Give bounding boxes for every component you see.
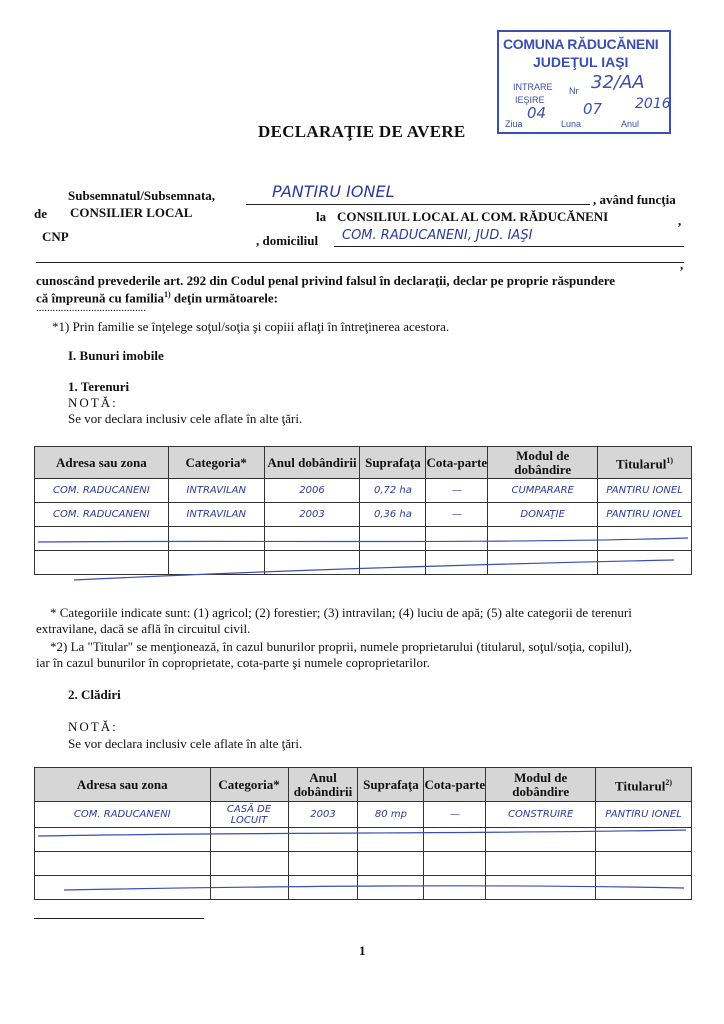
stamp-nr-value: 32/AA <box>591 72 645 93</box>
heading-terenuri: 1. Terenuri <box>68 379 130 394</box>
institution-value: CONSILIUL LOCAL AL COM. RĂDUCĂNENI <box>337 209 609 224</box>
note-titular: *2) La "Titular" se menţionează, în cazul bunurilor proprii, numele proprietarului (titularul, soţul/soţia, copilul), <box>50 639 632 654</box>
cell: COM. RADUCANENI <box>35 802 211 828</box>
cell: CUMPARARE <box>488 479 598 503</box>
stamp-anul: Anul <box>621 119 640 129</box>
declaration-sup: 1) <box>163 290 171 299</box>
stamp-luna-value: 07 <box>583 100 603 118</box>
cell: — <box>426 479 488 503</box>
nota-terenuri-text: Se vor declara inclusiv cele aflate în alte ţări. <box>68 411 303 426</box>
cell: 2006 <box>264 479 360 503</box>
handwritten-domicile: COM. RADUCANENI, JUD. IAŞI <box>342 228 533 243</box>
col-header: Adresa sau zona <box>35 447 169 479</box>
cell: DONAŢIE <box>488 503 598 527</box>
footer-rule <box>34 918 204 919</box>
nota-cladiri: NOTĂ: <box>68 719 118 734</box>
dots-separator: ........................................ <box>36 302 146 314</box>
label-la: la <box>316 209 327 224</box>
label-cnp: CNP <box>42 229 69 244</box>
cell: 80 mp <box>358 802 424 828</box>
col-header: Adresa sau zona <box>35 768 211 802</box>
declaration-text-a: că împreună cu familia <box>36 290 164 306</box>
cell: CONSTRUIRE <box>486 802 596 828</box>
cell: — <box>424 802 486 828</box>
titular-sup: 1) <box>666 455 674 465</box>
cell: 2003 <box>264 503 360 527</box>
stamp-commune: COMUNA RĂDUCĂNENI <box>503 36 659 52</box>
table-header-row <box>35 768 692 802</box>
col-header: Suprafaţa <box>358 768 424 802</box>
handwritten-name: PANTIRU IONEL <box>272 182 395 201</box>
col-header: Categoria* <box>168 447 264 479</box>
note-categories: * Categoriile indicate sunt: (1) agricol; (2) forestier; (3) intravilan; (4) luciu de apă; (5) alte categorii de terenuri <box>50 605 632 620</box>
note-titular-2: iar în cazul bunurilor în coproprietate, cota-parte şi numele coproprietarilor. <box>36 655 430 670</box>
cell: CASĂ DE LOCUIT <box>210 802 288 828</box>
strike-lines-terenuri <box>34 530 694 590</box>
nota-cladiri-text: Se vor declara inclusiv cele aflate în alte ţări. <box>68 736 303 751</box>
stamp-county: JUDEŢUL IAŞI <box>533 54 629 70</box>
col-header: Cota-parte <box>426 447 488 479</box>
stamp-ziua: Ziua <box>505 119 523 129</box>
section-imobile: I. Bunuri imobile <box>68 348 164 363</box>
stamp-nr: Nr <box>569 86 579 96</box>
function-value: CONSILIER LOCAL <box>70 205 193 220</box>
stamp-anul-value: 2016 <box>635 96 671 112</box>
table-row <box>35 479 692 503</box>
titular-label: Titularul <box>615 778 666 794</box>
titular-sup: 2) <box>665 777 673 787</box>
label-subsemnatul: Subsemnatul/Subsemnata, <box>68 188 216 203</box>
col-header: Cota-parte <box>424 768 486 802</box>
cell: 0,36 ha <box>360 503 426 527</box>
col-header: Anul dobândirii <box>264 447 360 479</box>
stamp-luna: Luna <box>561 119 582 129</box>
table-row <box>35 503 692 527</box>
cell: 0,72 ha <box>360 479 426 503</box>
label-avand-functia: , având funcţia <box>593 192 676 207</box>
table-row <box>35 802 692 828</box>
stamp-intrare: INTRARE <box>513 82 553 92</box>
nota-terenuri: NOTĂ: <box>68 395 118 410</box>
cell: INTRAVILAN <box>168 503 264 527</box>
cell: COM. RADUCANENI <box>35 503 169 527</box>
col-header: Modul de dobândire <box>486 768 596 802</box>
col-header: Suprafaţa <box>360 447 426 479</box>
page-number: 1 <box>359 943 366 958</box>
col-header: Modul de dobândire <box>488 447 598 479</box>
comma-1: , <box>678 213 682 228</box>
cell: 2003 <box>288 802 358 828</box>
registration-stamp <box>497 30 671 134</box>
declaration-text-b: deţin următoarele: <box>170 290 278 306</box>
comma-2: , <box>680 257 684 272</box>
col-header-titular <box>598 447 692 479</box>
col-header: Categoria* <box>210 768 288 802</box>
label-domiciliul: , domiciliul <box>256 233 319 248</box>
titular-label: Titularul <box>616 456 667 472</box>
cell: COM. RADUCANENI <box>35 479 169 503</box>
name-underline <box>246 204 590 205</box>
cell: PANTIRU IONEL <box>596 802 692 828</box>
domicile-underline <box>334 246 684 247</box>
strike-lines-cladiri <box>34 826 694 896</box>
footnote-family: *1) Prin familie se înţelege soţul/soţia şi copiii aflaţi în întreţinerea acestora. <box>52 319 450 334</box>
col-header-titular <box>596 768 692 802</box>
table-header-row <box>35 447 692 479</box>
label-de: de <box>34 206 47 221</box>
declaration-line-1: cunoscând prevederile art. 292 din Codul penal privind falsul în declaraţii, declar pe proprie răspundere <box>36 273 616 288</box>
note-categories-2: extravilane, dacă se află în circuitul civil. <box>36 621 251 636</box>
cell: PANTIRU IONEL <box>598 479 692 503</box>
stamp-ziua-value: 04 <box>527 104 547 122</box>
stamp-iesire: IEŞIRE <box>515 95 545 105</box>
cell: PANTIRU IONEL <box>598 503 692 527</box>
col-header: Anul dobândirii <box>288 768 358 802</box>
cell: INTRAVILAN <box>168 479 264 503</box>
document-title: DECLARAŢIE DE AVERE <box>258 122 466 141</box>
heading-cladiri: 2. Clădiri <box>68 687 121 702</box>
domicile-underline-2 <box>36 262 684 263</box>
cell: — <box>426 503 488 527</box>
